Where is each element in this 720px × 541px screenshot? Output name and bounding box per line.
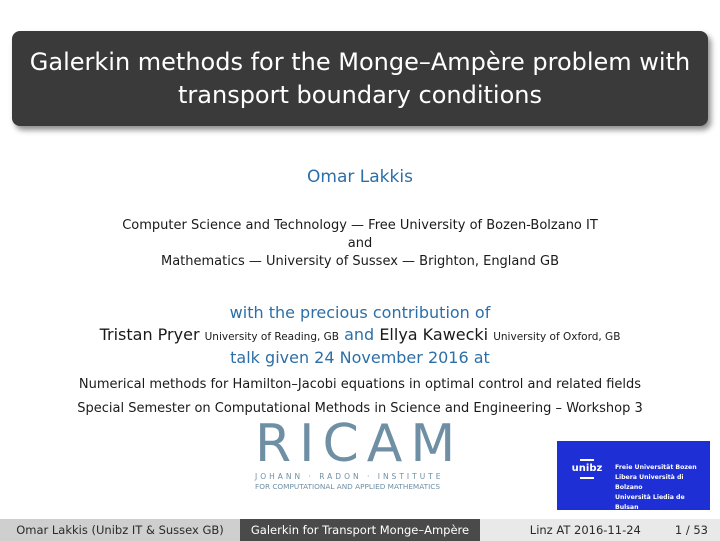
ricam-logo [255, 416, 467, 490]
affiliation-1: Computer Science and Technology — Free University of Bozen-Bolzano IT [122, 218, 598, 233]
affiliation-and: and [347, 236, 373, 251]
event-name-1: Numerical methods for Hamilton–Jacobi equations in optimal control and related fields [78, 377, 642, 392]
contributor-affiliation-1: University of Reading, GB [204, 331, 340, 343]
footer-short-title: Galerkin for Transport Monge–Ampère [240, 519, 480, 541]
unibz-name-lld: Università Liedia de Bulsan [615, 494, 685, 511]
contributors [0, 325, 720, 344]
footer-venue-date: Linz AT 2016-11-24 [529, 523, 641, 537]
ricam-logo-subtitle-1: JOHANN · RADON · INSTITUTE [255, 472, 444, 481]
slide-title [12, 31, 708, 126]
ricam-logo-letters: RICAM [255, 414, 464, 474]
author-name: Omar Lakkis [307, 167, 413, 187]
unibz-mark [567, 459, 607, 479]
title-line-1: Galerkin methods for the Monge–Ampère problem with [29, 47, 691, 76]
contributors-and: and [344, 325, 375, 344]
event-name-2: Special Semester on Computational Methods in Science and Engineering – Workshop 3 [77, 401, 643, 416]
footer-page-number: 1 / 53 [674, 523, 708, 537]
unibz-names [615, 463, 710, 513]
contributor-affiliation-2: University of Oxford, GB [493, 331, 621, 343]
ricam-logo-subtitle-2: FOR COMPUTATIONAL AND APPLIED MATHEMATICS [255, 482, 440, 491]
contribution-intro: with the precious contribution of [229, 303, 491, 322]
talk-date: talk given 24 November 2016 at [230, 348, 490, 367]
unibz-logo [557, 441, 710, 510]
affiliation-2: Mathematics — University of Sussex — Brighton, England GB [161, 254, 559, 269]
title-line-2: transport boundary conditions [178, 80, 542, 109]
unibz-wordmark: unibz [571, 463, 603, 474]
contributor-name-1: Tristan Pryer [99, 325, 200, 344]
unibz-name-it: Libera Università di Bolzano [615, 474, 684, 491]
footer-bar [0, 519, 720, 541]
unibz-name-de: Freie Universität Bozen [615, 464, 697, 471]
footer-author: Omar Lakkis (Unibz IT & Sussex GB) [0, 519, 240, 541]
contributor-name-2: Ellya Kawecki [379, 325, 489, 344]
footer-info [480, 519, 720, 541]
